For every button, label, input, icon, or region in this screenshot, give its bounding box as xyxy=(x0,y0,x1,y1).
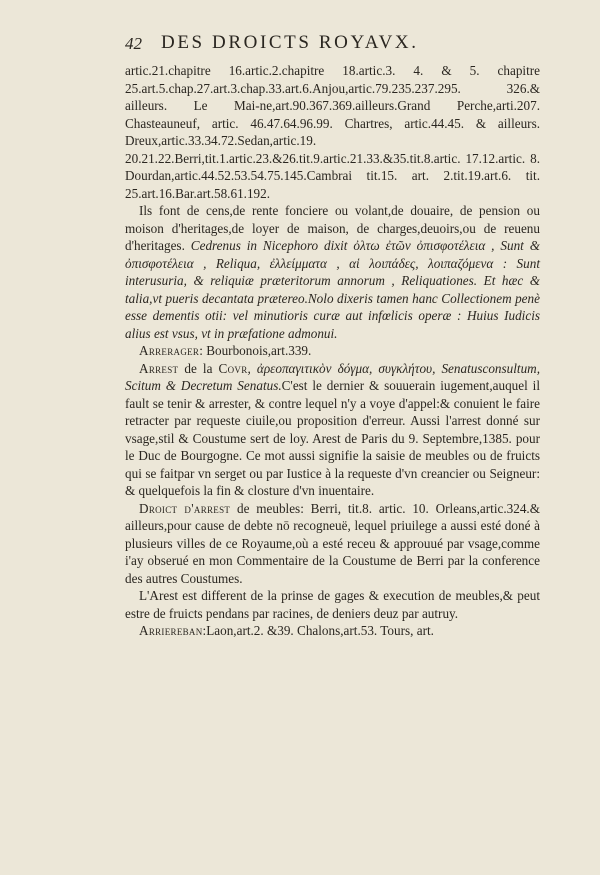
entry-arrerager-head: Arrerager xyxy=(139,343,200,358)
entry-arrerager-text: : Bourbonois,art.339. xyxy=(199,343,312,358)
running-title: DES DROICTS ROYAVX. xyxy=(161,32,419,53)
entry-arriereban-head: Arriereban xyxy=(139,623,203,638)
entry-arrest-cour xyxy=(125,360,540,500)
entry-droict-arrest-text: de meubles: Berri, tit.8. artic. 10. Orleans,artic.324.& ailleurs,pour cause de debte nō recogneuë, lequel priuilege a aussi esté doné à plusieurs villes de ce Royaume,où a esté receu & approuué par vsage,comme i'ay obserué en mon Commentaire de la Coustume de Berri par la conference des autres Coustumes. xyxy=(125,500,540,586)
paragraph-arest-different: L'Arest est different de la prinse de gages & execution de meubles,& peut estre de fruicts pendans par racines, de deniers deuz par autruy. xyxy=(125,588,540,621)
entry-droict-arrest-head: Droict d'arrest xyxy=(139,500,231,516)
entry-arrerager xyxy=(125,342,540,360)
paragraph-cens-latin: Cedrenus in Nicephoro dixit ὀλτω ἐτῶν ὀπισφοτέλεια , Sunt & ὀπισφοτέλεια , Reliqua, ἐλλείμματα , αἱ λοιπάδες, λοιπαζόμενα : Sunt interusuria, & reliquiæ præteritorum annorum , Reliquationes. Et hæc & talia,vt pueris decantata prætereo.Nolo dixeris tamen hanc Collectionem penè esse dementis otii: vel minutioris curæ aut infœlicis operæ : Huius Iudicis alius est vsus, vt in præfatione admonui. xyxy=(125,238,541,341)
entry-cour-head: Covr xyxy=(218,360,248,376)
entry-arrest-head: Arrest xyxy=(139,360,179,376)
entry-arrest-joiner: de la xyxy=(178,360,219,376)
page-header xyxy=(125,30,545,56)
entry-arrest-text: C'est le dernier & souuerain iugement,auquel il fault se tenir & arrester, & contre lequel n'y a voye d'appel:& conuient le faire retracter par requeste ciuile,ou proposition d'erreur. Aussi l'arrest donné sur vsage,stil & Coustume sert de loy. Arest de Paris du 9. Septembre,1385. pour le Duc de Bourgogne. Ce mot aussi signifie la saisie de meubles ou de fruicts qui se faitpar vn serget ou par Iustice à la requeste d'vn creancier ou Seigneur: & quelquefois la fin & closture d'vn inuentaire. xyxy=(125,378,540,498)
main-text xyxy=(125,62,540,640)
paragraph-cens xyxy=(125,202,540,342)
page-number: 42 xyxy=(125,34,142,53)
paragraph-cens-text: Ils font de cens,de rente fonciere ou volant,de douaire, de pension ou moison d'heritages,de loyer de maison, de charges,deuoirs,ou de reuenu d'heritages. xyxy=(125,203,540,253)
entry-arriereban-text: :Laon,art.2. &39. Chalons,art.53. Tours, art. xyxy=(202,623,434,638)
entry-arrest-greek: , ἀρεοπαγιτικὸν δόγμα, συγκλήτου, Senatusconsultum, Scitum & Decretum Senatus. xyxy=(125,360,540,393)
paragraph-citations: artic.21.chapitre 16.artic.2.chapitre 18.artic.3. 4. & 5. chapitre 25.art.5.chap.27.art.3.chap.33.art.6.Anjou,artic.79.235.237.295. 326.& ailleurs. Le Mai-ne,art.90.367.369.ailleurs.Grand Perche,arti.207. Chasteauneuf, artic. 46.47.64.96.99. Chartres, artic.44.45. & ailleurs. Dreux,artic.33.34.72.Sedan,artic.19. 20.21.22.Berri,tit.1.artic.23.&26.tit.9.artic.21.33.&35.tit.8.artic. 17.12.artic. 8. Dourdan,artic.44.52.53.54.75.145.Cambrai tit.15. art. 2.tit.19.art.6. tit. 25.art.16.Bar.art.58.61.192. xyxy=(125,63,540,201)
entry-arriereban xyxy=(125,622,540,640)
entry-droict-arrest xyxy=(125,500,540,588)
